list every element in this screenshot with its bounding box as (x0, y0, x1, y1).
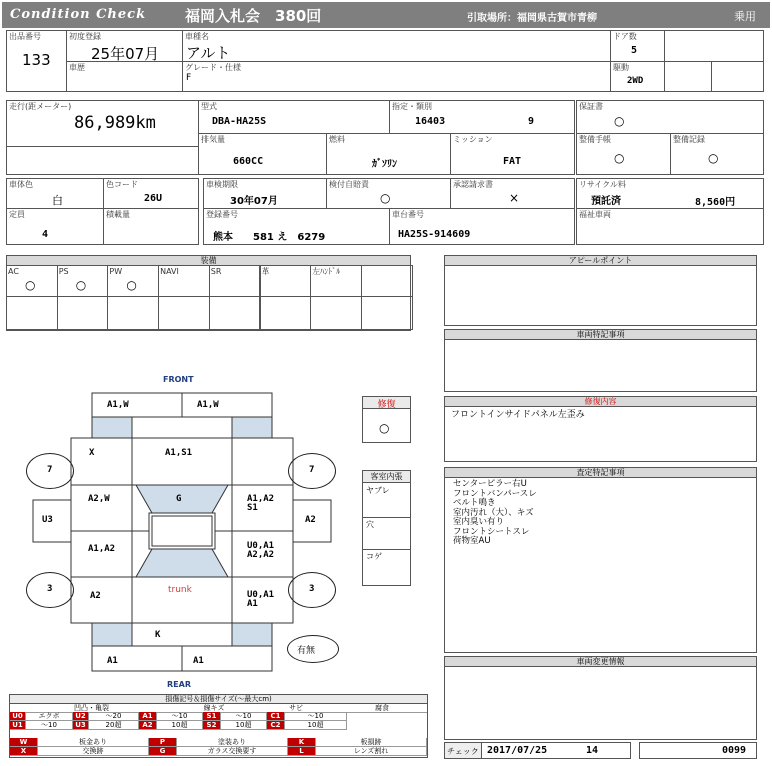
mark-rear-door-right-b: A2,A2 (247, 550, 275, 560)
assessment-line: フロントシートスレ (453, 526, 530, 537)
body-color-label: 車体色 (9, 180, 33, 189)
legend-group-rust: サビ (255, 704, 337, 713)
category-value: 9 (528, 116, 535, 127)
legend-desc: ～20 (89, 712, 139, 721)
assessment-line: ベルト鳴き (453, 498, 496, 508)
equipment-label: PS (58, 267, 69, 276)
legend-desc: 10超 (285, 721, 347, 730)
legend-code: U3 (73, 721, 89, 730)
recycle-status: 預託済 (591, 196, 621, 207)
tire-front-left-mark: 7 (47, 465, 53, 475)
first-reg-value: 25年07月 (91, 45, 160, 63)
assessment-line: センターピラー右U (453, 479, 527, 489)
tire-front-right-mark: 7 (309, 465, 315, 475)
mark-quarter-left: A2 (90, 591, 101, 601)
interior-item-tear: ヤブレ (366, 486, 390, 495)
claim-label: 承認請求書 (453, 180, 493, 189)
pickup-location: 引取場所：福岡県古賀市青柳 (467, 13, 597, 24)
capacity-label: 定員 (9, 210, 25, 219)
lot-number: 133 (22, 51, 51, 69)
first-reg-label: 初度登録 (69, 32, 101, 41)
displacement-label: 排気量 (201, 135, 225, 144)
recycle-label: リサイクル料 (579, 180, 626, 189)
vehicle-type: 乗用 (734, 10, 756, 23)
assessment-line: 室内汚れ（大）、キズ (453, 507, 534, 518)
insurance-label: 検付自賠責 (329, 180, 369, 189)
plate-value: 熊本 581 え 6279 (213, 232, 326, 243)
equipment-title: 装備 (7, 256, 410, 266)
inspection-label: 車検期限 (206, 180, 238, 189)
legend-code: W (10, 738, 38, 747)
designation-value: 16403 (415, 116, 446, 127)
color-code-label: 色コード (106, 180, 138, 189)
maint-book-value: ○ (614, 151, 625, 165)
mark-front-door-right-b: S1 (247, 503, 258, 513)
check-date: 2017/07/25 (487, 745, 548, 756)
legend-desc: 板損跡 (316, 738, 427, 747)
assessment-line: 荷物室AU (453, 536, 491, 546)
chassis-label: 車台番号 (392, 210, 424, 219)
special-notes-title: 車両特記事項 (445, 330, 756, 340)
legend-desc: ～10 (221, 712, 267, 721)
legend-group-dent: 凹凸・亀裂 (10, 704, 173, 713)
mission-label: ミッション (453, 135, 493, 144)
legend-desc: 20超 (89, 721, 139, 730)
legend-group-scratch: 線キズ (173, 704, 255, 713)
legend-code: A1 (139, 712, 157, 721)
legend-title: 損傷記号＆損傷サイズ(～最大cm) (10, 695, 427, 704)
rear-label: REAR (167, 680, 191, 689)
legend-code: C2 (267, 721, 285, 730)
legend-desc: 10超 (221, 721, 267, 730)
displacement-value: 660CC (233, 156, 264, 167)
repair-flag-box (362, 396, 411, 443)
check-code: 0099 (722, 745, 747, 756)
legend-desc: ～10 (26, 721, 73, 730)
legend-desc: 塗装あり (177, 738, 288, 747)
interior-item-burn: コゲ (366, 552, 382, 561)
equipment-label: NAVI (160, 267, 179, 276)
mark-hood: A1,S1 (165, 448, 193, 458)
doors-label: ドア数 (613, 32, 637, 41)
appeal-title: アピールポイント (445, 256, 756, 266)
designation-label: 指定・類別 (392, 102, 432, 111)
katashiki-label: 型式 (201, 102, 217, 111)
equipment-value: ○ (126, 278, 137, 292)
tire-rear-left-mark: 3 (47, 584, 53, 594)
chassis-value: HA25S-914609 (398, 229, 471, 240)
plate-label: 登録番号 (206, 210, 238, 219)
maint-record-value: ○ (708, 151, 719, 165)
legend-desc: 板金あり (38, 738, 149, 747)
claim-value: × (509, 191, 520, 205)
equipment-value: ○ (75, 278, 87, 292)
insurance-value: ○ (380, 191, 391, 205)
legend-desc: ガラス交換要す (177, 747, 288, 756)
warranty-label: 保証書 (579, 102, 603, 111)
legend-desc: ～10 (285, 712, 347, 721)
legend-code: U0 (10, 712, 26, 721)
legend-group-corrosion: 腐食 (337, 704, 427, 713)
equipment-label: 左ﾊﾝﾄﾞﾙ (312, 267, 341, 276)
equipment-label: SR (210, 267, 222, 276)
change-info-title: 車両変更情報 (445, 657, 756, 667)
model-value: アルト (186, 44, 231, 62)
mark-rear-door-left: A1,A2 (88, 544, 116, 554)
spare-tire-label: 有無 (297, 646, 316, 656)
body-color-value: 白 (52, 194, 63, 207)
grade-label: グレード・仕様 (185, 63, 241, 72)
mark-fender-left: X (89, 448, 95, 458)
legend-code: S1 (203, 712, 221, 721)
assessment-line: 室内臭い有り (453, 517, 505, 527)
drive-value: 2WD (627, 76, 644, 86)
legend-code: K (288, 738, 316, 747)
lot-label: 出品番号 (9, 32, 41, 41)
history-label: 車歴 (69, 63, 85, 72)
mileage-value: 86,989km (74, 113, 156, 133)
maint-book-label: 整備手帳 (579, 135, 611, 144)
repair-content-text: フロントインサイドパネル左歪み (451, 410, 585, 420)
mission-value: FAT (503, 156, 522, 167)
mark-left-side: U3 (42, 515, 53, 525)
mark-roof: G (176, 494, 182, 504)
mark-front-door-left: A2,W (88, 494, 110, 504)
legend-code: L (288, 747, 316, 756)
equipment-value: ○ (25, 278, 36, 292)
katashiki-value: DBA-HA25S (212, 116, 267, 127)
repair-content-title: 修復内容 (445, 397, 756, 407)
legend-code: C1 (267, 712, 285, 721)
auction-name: 福岡入札会 380回 (185, 7, 322, 25)
legend-desc: ～10 (157, 712, 203, 721)
equipment-label: AC (8, 267, 19, 276)
check-label: チェック (447, 747, 479, 756)
fuel-value: ｶﾞｿﾘﾝ (372, 159, 397, 170)
mark-quarter-right-b: A1 (247, 599, 258, 609)
load-label: 積載量 (106, 210, 130, 219)
repair-flag-label: 修復 (363, 397, 410, 409)
legend-code: X (10, 747, 38, 756)
legend-code: U2 (73, 712, 89, 721)
legend-desc: 交換跡 (38, 747, 149, 756)
assessment-title: 査定特記事項 (445, 468, 756, 478)
drive-label: 駆動 (613, 63, 629, 72)
legend-code: P (149, 738, 177, 747)
equipment-label: 革 (261, 267, 270, 276)
color-code-value: 26U (144, 193, 163, 204)
repair-flag-value: ○ (379, 421, 390, 435)
mileage-label: 走行(距メーター) (9, 102, 72, 111)
equipment-label: PW (109, 267, 123, 276)
mark-quarter-right-a: U0,A1 (247, 590, 275, 600)
legend-code: A2 (139, 721, 157, 730)
legend-desc: レンズ割れ (316, 747, 427, 756)
interior-box (362, 470, 411, 586)
maint-record-label: 整備記録 (673, 135, 705, 144)
legend-code: S2 (203, 721, 221, 730)
assessment-line: フロントバンパースレ (453, 488, 537, 499)
capacity-value: 4 (42, 229, 49, 240)
header-title: Condition Check (10, 7, 147, 22)
mark-right-side: A2 (305, 515, 316, 525)
interior-divider (363, 517, 410, 518)
inspection-value: 30年07月 (230, 196, 278, 207)
legend-code: G (149, 747, 177, 756)
trunk-label: trunk (168, 585, 192, 595)
legend-desc: 10超 (157, 721, 203, 730)
doors-value: 5 (631, 45, 638, 56)
grade-value: F (186, 73, 192, 83)
mark-front-door-right-a: A1,A2 (247, 494, 275, 504)
interior-divider (363, 549, 410, 550)
welfare-label: 福祉車両 (579, 210, 611, 219)
legend-code: U1 (10, 721, 26, 730)
mark-front-bumper-right: A1,W (197, 400, 219, 410)
mark-rear-bumper-right: A1 (193, 656, 204, 666)
recycle-fee: 8,560円 (695, 197, 736, 208)
warranty-value: ○ (614, 114, 625, 128)
interior-title: 客室内張 (363, 471, 410, 483)
check-number: 14 (586, 745, 599, 756)
mark-trunk-lid: K (155, 630, 161, 640)
legend-desc: エクボ (26, 712, 73, 721)
mark-front-bumper-left: A1,W (107, 400, 129, 410)
mark-rear-door-right-a: U0,A1 (247, 541, 275, 551)
interior-item-hole: 穴 (366, 520, 374, 529)
model-label: 車種名 (185, 32, 209, 41)
fuel-label: 燃料 (329, 135, 345, 144)
front-label: FRONT (163, 375, 194, 384)
mark-rear-bumper-left: A1 (107, 656, 118, 666)
tire-rear-right-mark: 3 (309, 584, 315, 594)
